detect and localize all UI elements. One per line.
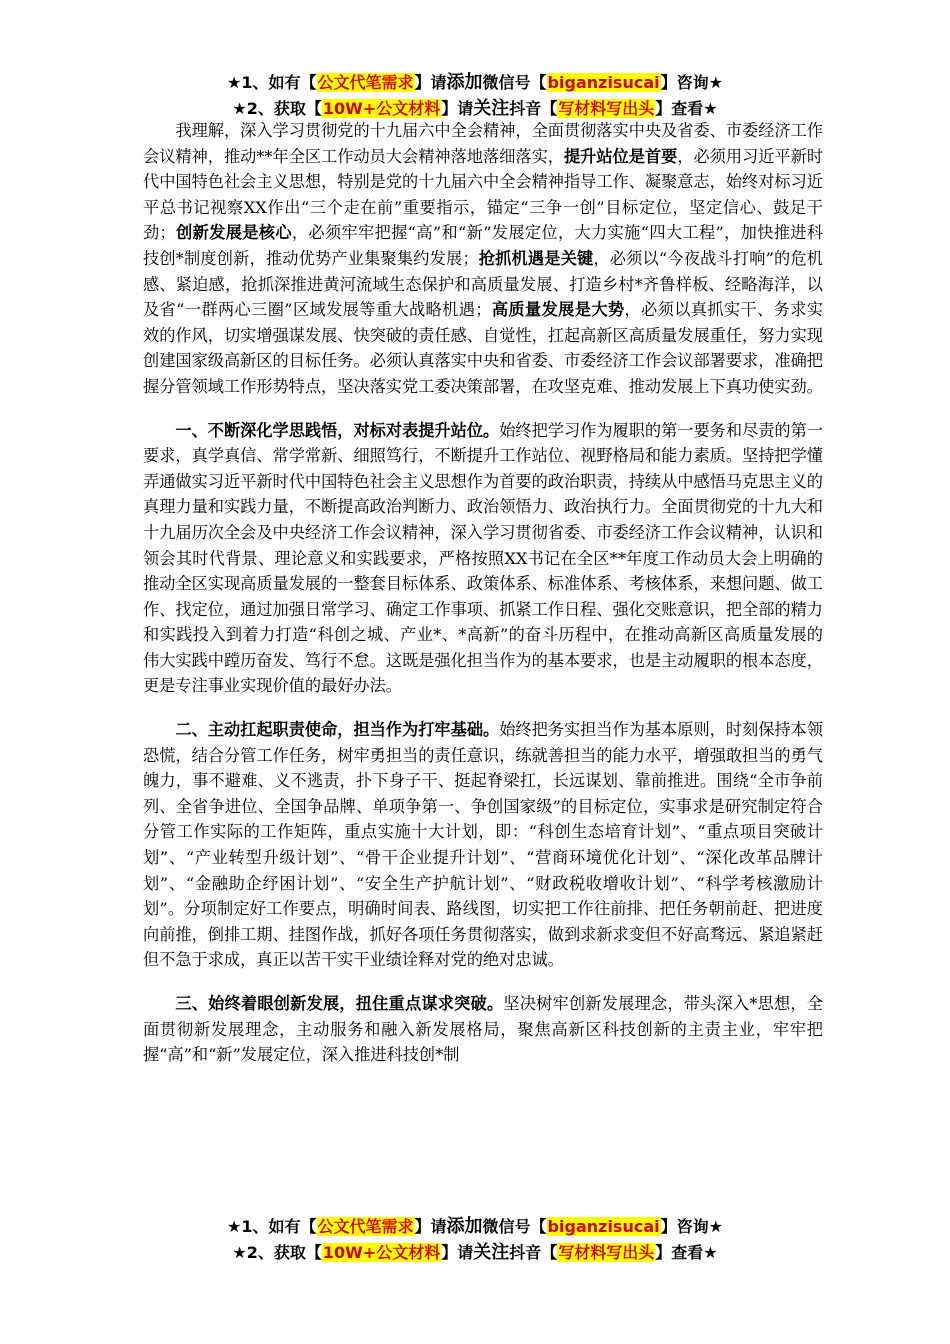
highlight-materials: 10W+公文材料 [322,1243,441,1262]
highlight-douyin: 写材料写出头 [558,99,655,118]
highlight-wechat-id: biganzisucai [547,1217,660,1236]
section-heading: 二、主动扛起职责使命，担当作为打牢基础。 [175,720,500,740]
highlight-materials: 10W+公文材料 [322,99,441,118]
key-point-2: 创新发展是核心 [175,223,292,243]
bottom-banner [0,1214,950,1266]
section-paragraph: 三、始终着眼创新发展，扭住重点谋求突破。坚决树牢创新发展理念，带头深入*思想，全面贯彻新发展理念，主动服务和融入新发展格局，聚焦高新区科技创新的主责主业，牢牢把握“高”和“新”发展定位，深入推进科技创*制 [143,994,824,1065]
highlight-douyin: 写材料写出头 [558,1243,655,1262]
section-paragraph: 二、主动扛起职责使命，担当作为打牢基础。始终把务实担当作为基本原则，时刻保持本领恐慌，结合分管工作任务，树牢勇担当的责任意识，练就善担当的能力水平，增强敢担当的勇气魄力，事不避难、义不逃责，扑下身子干、挺起脊梁扛，长远谋划、靠前推进。围绕“全市争前列、全省争进位、全国争品牌、单项争第一、争创国家级”的目标定位，实事求是研究制定符合分管工作实际的工作矩阵，重点实施十大计划，即：“科创生态培育计划”、“重点项目突破计划”、“产业转型升级计划”、“骨干企业提升计划”、“营商环境优化计划”、“深化改革品牌计划”、“金融助企纾困计划”、“安全生产护航计划”、“财政税收增收计划”、“科学考核激励计划”。分项制定好工作要点，明确时间表、路线图，切实把工作往前排、把任务朝前赶、把进度向前推，倒排工期、挂图作战，抓好各项任务贯彻落实，做到求新求变但不好高骛远、紧追紧赶但不急于求成，真正以苦干实干业绩诠释对党的绝对忠诚。 [143,720,824,970]
section-heading: 三、始终着眼创新发展，扭住重点谋求突破。 [175,994,504,1013]
document-body [143,118,823,1086]
top-banner [0,70,950,122]
highlight-service: 公文代笔需求 [317,1217,414,1236]
key-point-1: 提升站位是首要 [563,146,678,166]
banner-line-1: ★1、如有【公文代笔需求】请添加微信号【biganzisucai】咨询★ [227,1216,723,1237]
section-heading: 一、不断深化学思践悟，对标对表提升站位。 [175,420,500,440]
banner-line-2: ★2、获取【10W+公文材料】请关注抖音【写材料写出头】查看★ [232,98,718,119]
banner-line-2: ★2、获取【10W+公文材料】请关注抖音【写材料写出头】查看★ [232,1242,718,1263]
banner-line-1: ★1、如有【公文代笔需求】请添加微信号【biganzisucai】咨询★ [227,72,723,93]
intro-paragraph: 我理解，深入学习贯彻党的十九届六中全会精神，全面贯彻落实中央及省委、市委经济工作会议精神，推动**年全区工作动员大会精神落地落细落实，提升站位是首要，必须用习近平新时代中国特色社会主义思想，特别是党的十九届六中全会精神指导工作、凝聚意志，始终对标习近平总书记视察XX作出“三个走在前”重要指示，锚定“三争一创”目标定位，坚定信心、鼓足干劲；创新发展是核心，必须牢牢把握“高”和“新”发展定位，大力实施“四大工程”，加快推进科技创*制度创新，推动优势产业集聚集约发展；抢抓机遇是关键，必须以“今夜战斗打响”的危机感、紧迫感，抢抓深推进黄河流域生态保护和高质量发展、打造乡村*齐鲁样板、经略海洋，以及省“一群两心三圈”区域发展等重大战略机遇；高质量发展是大势，必须以真抓实干、务求实效的作风，切实增强谋发展、快突破的责任感、自觉性，扛起高新区高质量发展重任，努力实现创建国家级高新区的目标任务。必须认真落实中央和省委、市委经济工作会议部署要求，准确把握分管领域工作形势特点，坚决落实党工委决策部署，在攻坚克难、推动发展上下真功使实劲。 [143,121,824,396]
key-point-4: 高质量发展是大势 [491,300,625,320]
highlight-service: 公文代笔需求 [317,73,414,92]
key-point-3: 抢抓机遇是关键 [478,248,594,268]
highlight-wechat-id: biganzisucai [547,73,660,92]
section-paragraph: 一、不断深化学思践悟，对标对表提升站位。始终把学习作为履职的第一要务和尽责的第一要求，真学真信、常学常新、细照笃行，不断提升工作站位、视野格局和能力素质。坚持把学懂弄通做实习近平新时代中国特色社会主义思想作为首要的政治职责，持续从中感悟马克思主义的真理力量和实践力量，不断提高政治判断力、政治领悟力、政治执行力。全面贯彻党的十九大和十九届历次全会及中央经济工作会议精神，深入学习贯彻省委、市委经济工作会议精神，认识和领会其时代背景、理论意义和实践要求，严格按照XX书记在全区**年度工作动员大会上明确的推动全区实现高质量发展的一整套目标体系、政策体系、标准体系、考核体系，来想问题、做工作、找定位，通过加强日常学习、确定工作事项、抓紧工作日程、强化交账意识，把全部的精力和实践投入到着力打造“科创之城、产业*、*高新”的奋斗历程中，在推动高新区高质量发展的伟大实践中蹚历奋发、笃行不怠。这既是强化担当作为的基本要求，也是主动履职的根本态度，更是专注事业实现价值的最好办法。 [143,420,824,696]
